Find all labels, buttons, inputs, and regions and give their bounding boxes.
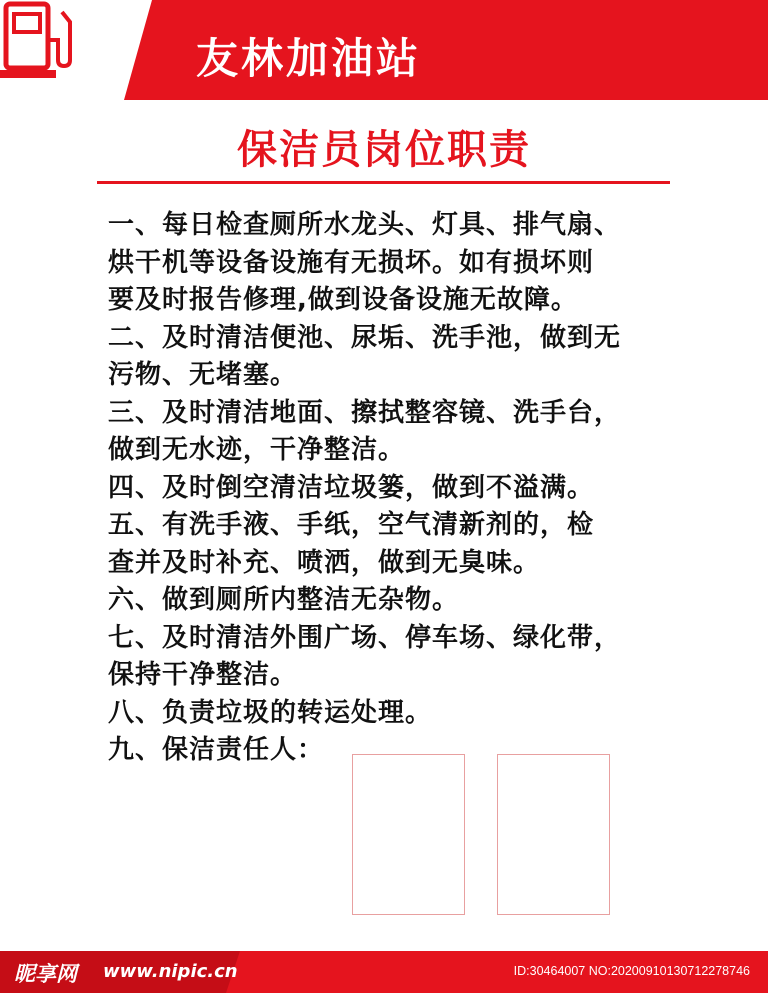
watermark-id: ID:30464007 NO:20200910130712278746 bbox=[513, 964, 750, 978]
station-name: 友林加油站 bbox=[196, 34, 422, 83]
fuel-pump-icon bbox=[0, 0, 76, 80]
duty-line: 六、做到厕所内整洁无杂物。 bbox=[108, 585, 460, 615]
watermark-logo: 昵享网 bbox=[14, 962, 77, 986]
responsible-person-photo-box-1 bbox=[352, 754, 465, 915]
duty-line: 八、负责垃圾的转运处理。 bbox=[108, 697, 433, 728]
duty-line: 保持干净整洁。 bbox=[108, 660, 298, 690]
duty-line: 四、及时倒空清洁垃圾篓，做到不溢满。 bbox=[108, 472, 595, 503]
document-title: 保洁员岗位职责 bbox=[237, 127, 531, 173]
duty-line: 查并及时补充、喷洒，做到无臭味。 bbox=[108, 547, 541, 578]
duty-line: 做到无水迹，干净整洁。 bbox=[108, 435, 406, 465]
duty-line: 一、每日检查厕所水龙头、灯具、排气扇、 bbox=[108, 210, 622, 240]
responsible-person-photo-box-2 bbox=[497, 754, 610, 915]
duty-line: 要及时报告修理,做到设备设施无故障。 bbox=[108, 285, 578, 315]
header-banner bbox=[0, 0, 768, 100]
duties-list bbox=[108, 207, 708, 770]
duty-line: 九、保洁责任人： bbox=[108, 735, 325, 765]
duty-line: 五、有洗手液、手纸，空气清新剂的，检 bbox=[108, 510, 595, 540]
duty-line: 七、及时清洁外围广场、停车场、绿化带， bbox=[108, 622, 622, 653]
watermark-url: www.nipic.cn bbox=[103, 961, 238, 982]
duty-line: 烘干机等设备设施有无损坏。如有损坏则 bbox=[108, 247, 595, 278]
duty-line: 二、及时清洁便池、尿垢、洗手池，做到无 bbox=[108, 322, 622, 353]
duty-line: 污物、无堵塞。 bbox=[108, 360, 298, 390]
duty-line: 三、及时清洁地面、擦拭整容镜、洗手台， bbox=[108, 397, 622, 428]
title-divider bbox=[97, 181, 670, 184]
